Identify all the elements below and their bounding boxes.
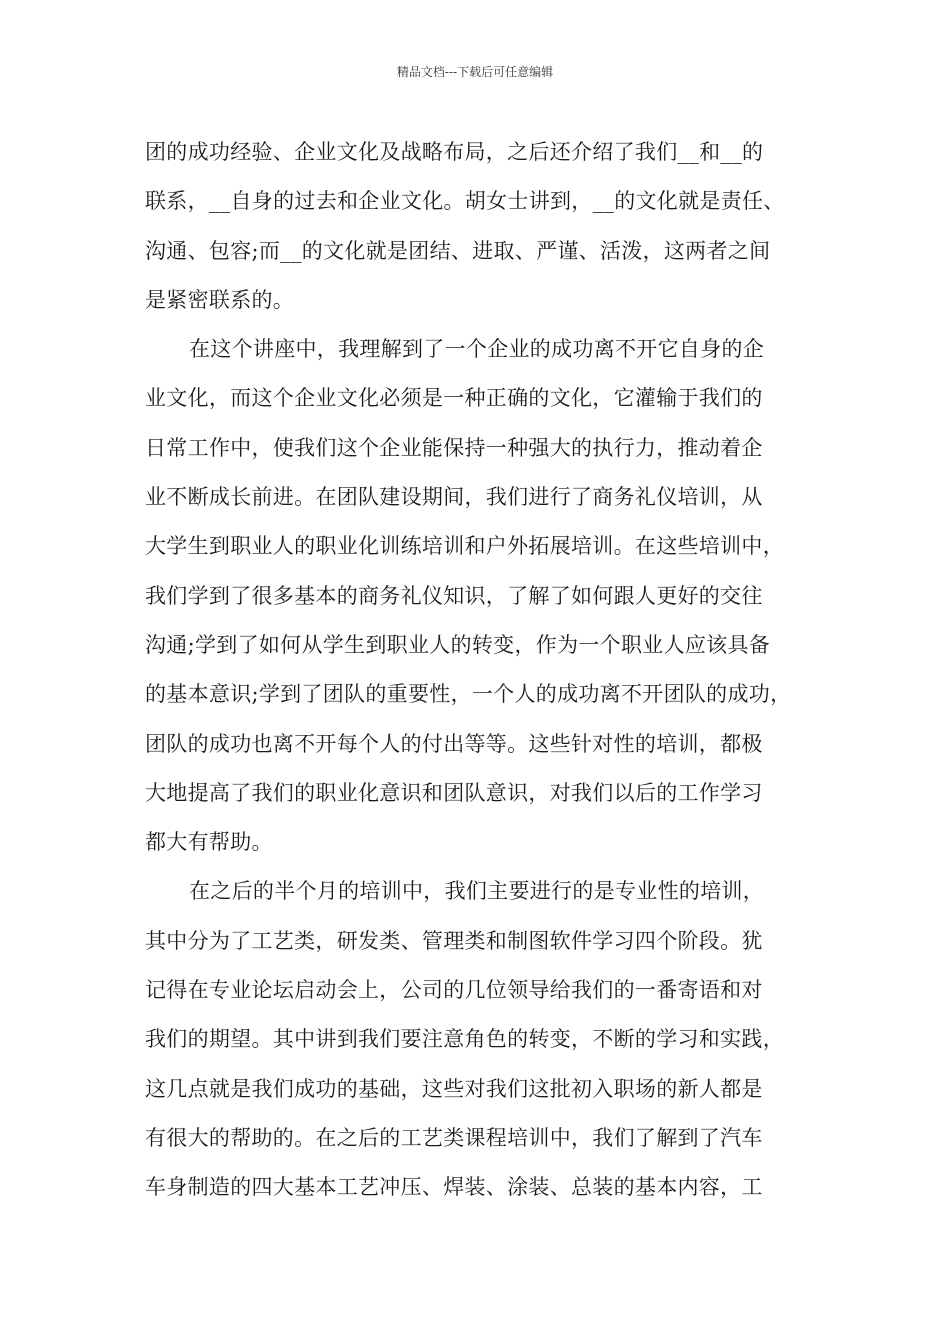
text-line: 日常工作中，使我们这个企业能保持一种强大的执行力，推动着企 <box>145 435 763 460</box>
text-line: 大地提高了我们的职业化意识和团队意识，对我们以后的工作学习 <box>145 780 763 805</box>
text-line: 沟通、包容;而__的文化就是团结、进取、严谨、活泼，这两者之间 <box>145 238 771 263</box>
text-line: 有很大的帮助的。在之后的工艺类课程培训中，我们了解到了汽车 <box>145 1125 763 1150</box>
text-line: 我们的期望。其中讲到我们要注意角色的转变，不断的学习和实践， <box>145 1027 784 1052</box>
text-line: 车身制造的四大基本工艺冲压、焊装、涂装、总装的基本内容，工 <box>145 1175 763 1200</box>
text-line: 这几点就是我们成功的基础，这些对我们这批初入职场的新人都是 <box>145 1076 763 1101</box>
text-line: 的基本意识;学到了团队的重要性，一个人的成功离不开团队的成功， <box>145 682 792 707</box>
text-line: 业不断成长前进。在团队建设期间，我们进行了商务礼仪培训，从 <box>145 485 763 510</box>
document-body <box>145 128 835 1213</box>
text-line: 团的成功经验、企业文化及战略布局，之后还介绍了我们__和__的 <box>145 140 764 164</box>
page-header: 精品文档---下载后可任意编辑 <box>396 65 554 79</box>
text-line: 是紧密联系的。 <box>145 287 295 312</box>
text-line: 团队的成功也离不开每个人的付出等等。这些针对性的培训，都极 <box>145 731 763 756</box>
text-line: 联系，__自身的过去和企业文化。胡女士讲到，__的文化就是责任、 <box>145 189 785 214</box>
paragraph-start-line: 在这个讲座中，我理解到了一个企业的成功离不开它自身的企 <box>189 337 765 362</box>
paragraph-start-line: 在之后的半个月的培训中，我们主要进行的是专业性的培训， <box>189 879 765 904</box>
text-line: 大学生到职业人的职业化训练培训和户外拓展培训。在这些培训中， <box>145 534 784 559</box>
text-line: 沟通;学到了如何从学生到职业人的转变，作为一个职业人应该具备 <box>145 632 771 657</box>
text-line: 业文化，而这个企业文化必须是一种正确的文化，它灌输于我们的 <box>145 386 763 411</box>
text-line: 我们学到了很多基本的商务礼仪知识，了解了如何跟人更好的交往 <box>145 583 763 608</box>
text-line: 其中分为了工艺类，研发类、管理类和制图软件学习四个阶段。犹 <box>145 928 763 953</box>
text-line: 都大有帮助。 <box>145 830 273 855</box>
text-line: 记得在专业论坛启动会上，公司的几位领导给我们的一番寄语和对 <box>145 978 763 1003</box>
